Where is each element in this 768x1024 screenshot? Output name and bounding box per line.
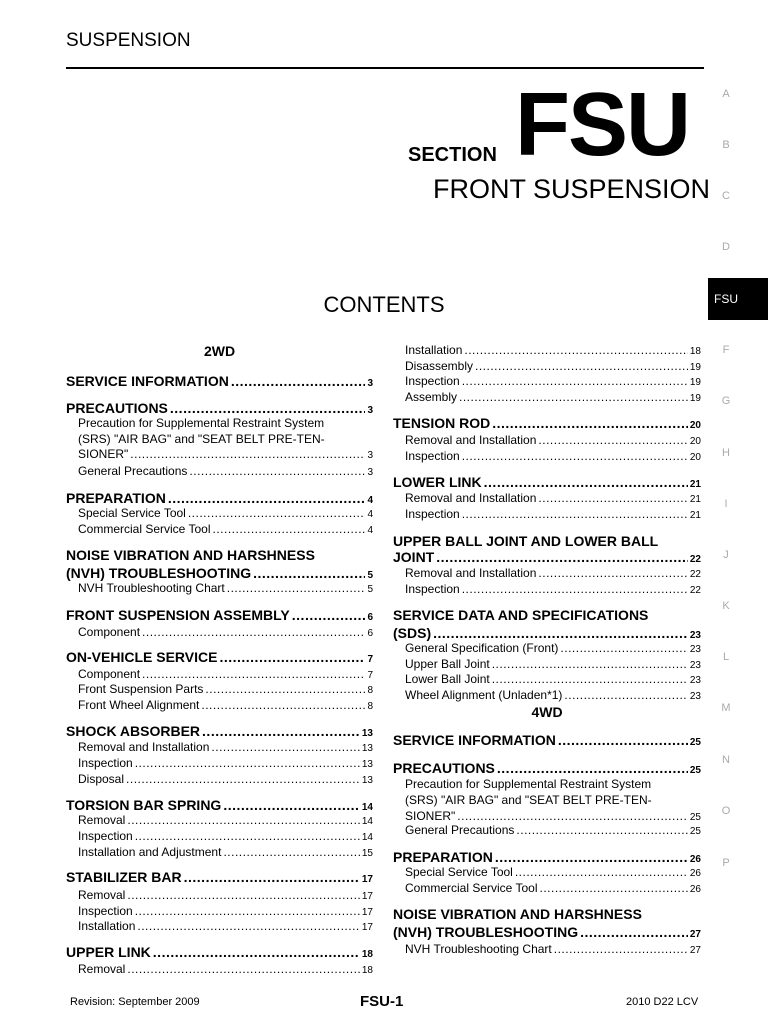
toc-page-number: 13: [361, 759, 373, 770]
toc-entry-label: Inspection: [405, 449, 460, 463]
toc-page-number: 25: [689, 765, 701, 776]
toc-page-number: 21: [689, 510, 701, 521]
side-index-letter[interactable]: D: [722, 241, 730, 253]
toc-section-entry[interactable]: [66, 490, 373, 506]
side-index-letter[interactable]: K: [722, 600, 730, 612]
footer-page-id: FSU-1: [360, 993, 404, 1010]
toc-leader-dots: [253, 565, 365, 581]
toc-leader-dots: [292, 607, 366, 623]
toc-subentry[interactable]: [66, 845, 373, 859]
toc-entry-label: Removal and Installation: [78, 740, 210, 754]
toc-leader-dots: [515, 865, 688, 879]
toc-page-number: 5: [367, 570, 373, 581]
toc-leader-dots: [538, 491, 687, 505]
toc-entry-label: General Precautions: [78, 464, 188, 478]
toc-entry-label: SERVICE INFORMATION: [393, 732, 556, 748]
toc-leader-dots: [170, 400, 366, 416]
toc-section-entry[interactable]: [393, 849, 701, 865]
toc-leader-dots: [127, 813, 360, 827]
toc-leader-dots: [223, 797, 360, 813]
toc-subentry[interactable]: [66, 756, 373, 770]
side-tab-active[interactable]: FSU: [708, 278, 768, 320]
toc-page-number: 18: [361, 949, 373, 960]
toc-page-number: 18: [361, 965, 373, 976]
toc-page-number: 20: [689, 452, 701, 463]
toc-leader-dots: [135, 829, 360, 843]
toc-page-number: 19: [689, 377, 701, 388]
toc-leader-dots: [130, 447, 365, 461]
toc-page-number: 6: [367, 628, 373, 639]
toc-page-number: 4: [367, 495, 373, 506]
toc-subentry[interactable]: [393, 865, 701, 879]
toc-subentry[interactable]: [66, 464, 373, 478]
toc-entry-label: Assembly: [405, 390, 458, 404]
toc-entry-label: Removal: [78, 888, 126, 902]
toc-leader-dots: [135, 756, 360, 770]
toc-subentry[interactable]: [66, 772, 373, 786]
toc-page-number: 23: [689, 644, 701, 655]
toc-leader-dots: [202, 723, 360, 739]
toc-page-number: 13: [361, 728, 373, 739]
toc-leader-dots: [457, 809, 688, 823]
toc-subentry[interactable]: [393, 672, 701, 686]
toc-leader-dots: [127, 888, 360, 902]
toc-leader-dots: [142, 667, 365, 681]
toc-subentry[interactable]: [66, 447, 373, 461]
toc-leader-dots: [462, 449, 688, 463]
toc-section-entry[interactable]: [66, 869, 373, 885]
side-index-letter[interactable]: B: [722, 139, 730, 151]
toc-entry-label: Inspection: [78, 756, 133, 770]
toc-subentry-line: Precaution for Supplemental Restraint System: [405, 777, 652, 791]
toc-entry-label: Inspection: [78, 829, 133, 843]
toc-leader-dots: [219, 649, 365, 665]
toc-section-entry[interactable]: [393, 732, 701, 748]
toc-page-number: 13: [361, 775, 373, 786]
footer-revision: Revision: September 2009: [70, 996, 200, 1008]
section-word: SECTION: [408, 144, 497, 166]
side-index-letter[interactable]: P: [722, 857, 730, 869]
toc-leader-dots: [560, 641, 687, 655]
toc-subentry[interactable]: [66, 740, 373, 754]
toc-section-entry[interactable]: [66, 607, 373, 623]
toc-page-number: 25: [689, 737, 701, 748]
toc-leader-dots: [184, 869, 360, 885]
toc-page-number: 17: [361, 907, 373, 918]
toc-section-line: SERVICE DATA AND SPECIFICATIONS: [393, 607, 649, 623]
toc-page-number: 23: [689, 675, 701, 686]
toc-leader-dots: [211, 740, 359, 754]
toc-leader-dots: [497, 760, 688, 776]
toc-leader-dots: [153, 944, 360, 960]
toc-subentry-line: (SRS) "AIR BAG" and "SEAT BELT PRE-TEN-: [78, 432, 325, 446]
toc-entry-label: Commercial Service Tool: [78, 522, 211, 536]
toc-leader-dots: [127, 962, 360, 976]
toc-subentry[interactable]: [393, 374, 701, 388]
toc-page-number: 21: [689, 494, 701, 505]
toc-entry-label: Disassembly: [405, 359, 474, 373]
toc-leader-dots: [538, 433, 687, 447]
toc-subentry[interactable]: [393, 657, 701, 671]
toc-entry-label: Commercial Service Tool: [405, 881, 538, 895]
toc-subentry[interactable]: [66, 919, 373, 933]
toc-entry-label: PREPARATION: [66, 490, 166, 506]
toc-section-entry[interactable]: [393, 625, 701, 641]
toc-section-entry[interactable]: [66, 723, 373, 739]
toc-page-number: 23: [689, 630, 701, 641]
toc-entry-label: Removal: [78, 813, 126, 827]
toc-page-number: 26: [689, 868, 701, 879]
toc-leader-dots: [462, 582, 688, 596]
toc-page-number: 3: [367, 467, 373, 478]
toc-entry-label: LOWER LINK: [393, 474, 482, 490]
toc-page-number: 27: [689, 929, 701, 940]
toc-entry-label: Component: [78, 625, 141, 639]
toc-section-entry[interactable]: [393, 924, 701, 940]
toc-subentry[interactable]: [393, 390, 701, 404]
toc-page-number: 8: [367, 685, 373, 696]
toc-section-entry[interactable]: [393, 415, 701, 431]
toc-page-number: 25: [689, 812, 701, 823]
toc-page-number: 26: [689, 854, 701, 865]
toc-entry-label: ON-VEHICLE SERVICE: [66, 649, 218, 665]
toc-section-entry[interactable]: [393, 549, 701, 565]
toc-entry-label: Upper Ball Joint: [405, 657, 490, 671]
toc-leader-dots: [213, 522, 366, 536]
toc-leader-dots: [223, 845, 359, 859]
toc-entry-label: Removal and Installation: [405, 566, 537, 580]
toc-subentry[interactable]: [393, 641, 701, 655]
toc-leader-dots: [436, 549, 688, 565]
toc-leader-dots: [492, 415, 688, 431]
toc-section-line: UPPER BALL JOINT AND LOWER BALL: [393, 533, 659, 549]
toc-entry-label: SIONER": [78, 447, 129, 461]
toc-entry-label: Special Service Tool: [405, 865, 513, 879]
toc-leader-dots: [188, 506, 366, 520]
toc-page-number: 20: [689, 420, 701, 431]
toc-subentry-line: Precaution for Supplemental Restraint System: [78, 416, 325, 430]
toc-leader-dots: [137, 919, 360, 933]
toc-page-number: 7: [367, 670, 373, 681]
toc-subentry[interactable]: [66, 904, 373, 918]
toc-page-number: 15: [361, 848, 373, 859]
toc-entry-label: PRECAUTIONS: [393, 760, 495, 776]
toc-section-entry[interactable]: [66, 944, 373, 960]
toc-leader-dots: [538, 566, 687, 580]
toc-leader-dots: [201, 698, 365, 712]
toc-section-entry[interactable]: [66, 400, 373, 416]
toc-subentry[interactable]: [66, 888, 373, 902]
toc-entry-label: General Precautions: [405, 823, 515, 837]
toc-page-number: 23: [689, 660, 701, 671]
section-code: FSU: [515, 75, 689, 175]
side-index-letter[interactable]: M: [721, 702, 731, 714]
toc-section-line: NOISE VIBRATION AND HARSHNESS: [66, 547, 315, 563]
toc-page-number: 5: [367, 584, 373, 595]
side-index-letter[interactable]: A: [722, 88, 730, 100]
toc-subentry[interactable]: [393, 433, 701, 447]
toc-page-number: 3: [367, 405, 373, 416]
toc-page-number: 17: [361, 891, 373, 902]
toc-entry-label: (NVH) TROUBLESHOOTING: [393, 924, 579, 940]
toc-page-number: 3: [367, 450, 373, 461]
toc-subentry[interactable]: [66, 581, 373, 595]
toc-entry-label: PRECAUTIONS: [66, 400, 168, 416]
toc-leader-dots: [459, 390, 688, 404]
toc-page-number: 7: [367, 654, 373, 665]
section-name: FRONT SUSPENSION: [433, 174, 711, 204]
toc-leader-dots: [492, 672, 688, 686]
toc-subentry[interactable]: [66, 829, 373, 843]
toc-page-number: 23: [689, 691, 701, 702]
toc-subentry[interactable]: [393, 823, 701, 837]
toc-subentry[interactable]: [393, 343, 701, 357]
toc-entry-label: Inspection: [405, 582, 460, 596]
toc-leader-dots: [189, 464, 365, 478]
toc-leader-dots: [495, 849, 688, 865]
toc-section-entry[interactable]: [66, 649, 373, 665]
toc-leader-dots: [492, 657, 688, 671]
toc-entry-label: FRONT SUSPENSION ASSEMBLY: [66, 607, 290, 623]
contents-title: CONTENTS: [323, 292, 445, 317]
toc-page-number: 20: [689, 436, 701, 447]
side-index-letter[interactable]: C: [722, 190, 730, 202]
header-title: SUSPENSION: [66, 30, 191, 51]
footer-model: 2010 D22 LCV: [626, 996, 699, 1008]
toc-entry-label: (SDS): [393, 625, 432, 641]
toc-subentry[interactable]: [66, 682, 373, 696]
toc-section-entry[interactable]: [66, 373, 373, 389]
toc-entry-label: Front Wheel Alignment: [78, 698, 200, 712]
toc-subentry[interactable]: [66, 506, 373, 520]
toc-page-number: 17: [361, 874, 373, 885]
toc-page-number: 22: [689, 554, 701, 565]
toc-subentry[interactable]: [393, 809, 701, 823]
toc-page-number: 27: [689, 945, 701, 956]
toc-entry-label: Inspection: [405, 507, 460, 521]
toc-page-number: 19: [689, 362, 701, 373]
toc-subentry[interactable]: [66, 698, 373, 712]
toc-entry-label: Removal and Installation: [405, 433, 537, 447]
toc-leader-dots: [462, 374, 688, 388]
toc-subentry-line: (SRS) "AIR BAG" and "SEAT BELT PRE-TEN-: [405, 793, 652, 807]
toc-subentry[interactable]: [393, 688, 701, 702]
side-index-letter[interactable]: H: [722, 447, 730, 459]
toc-leader-dots: [564, 688, 687, 702]
toc-subentry[interactable]: [393, 942, 701, 956]
toc-entry-label: Disposal: [78, 772, 125, 786]
toc-subentry[interactable]: [393, 491, 701, 505]
toc-leader-dots: [516, 823, 687, 837]
toc-page-number: 25: [689, 826, 701, 837]
toc-group-heading: 2WD: [203, 343, 236, 359]
toc-leader-dots: [142, 625, 365, 639]
toc-leader-dots: [484, 474, 688, 490]
side-index-letter[interactable]: L: [722, 651, 730, 663]
toc-leader-dots: [462, 507, 688, 521]
toc-leader-dots: [227, 581, 366, 595]
toc-entry-label: TORSION BAR SPRING: [66, 797, 222, 813]
toc-entry-label: Inspection: [78, 904, 133, 918]
toc-subentry[interactable]: [393, 359, 701, 373]
toc-entry-label: JOINT: [393, 549, 435, 565]
toc-leader-dots: [168, 490, 366, 506]
toc-entry-label: Lower Ball Joint: [405, 672, 490, 686]
toc-subentry[interactable]: [66, 625, 373, 639]
toc-entry-label: Installation: [78, 919, 136, 933]
toc-page-number: 26: [689, 884, 701, 895]
toc-entry-label: SIONER": [405, 809, 456, 823]
toc-leader-dots: [231, 373, 366, 389]
toc-subentry[interactable]: [66, 813, 373, 827]
toc-section-entry[interactable]: [66, 565, 373, 581]
toc-entry-label: SHOCK ABSORBER: [66, 723, 201, 739]
toc-entry-label: NVH Troubleshooting Chart: [78, 581, 225, 595]
toc-entry-label: Special Service Tool: [78, 506, 186, 520]
toc-leader-dots: [464, 343, 688, 357]
toc-page-number: 18: [689, 346, 701, 357]
toc-subentry[interactable]: [66, 522, 373, 536]
side-index-letter[interactable]: J: [723, 549, 729, 561]
toc-entry-label: (NVH) TROUBLESHOOTING: [66, 565, 252, 581]
toc-leader-dots: [580, 924, 688, 940]
toc-leader-dots: [554, 942, 688, 956]
toc-page-number: 21: [689, 479, 701, 490]
toc-entry-label: STABILIZER BAR: [66, 869, 182, 885]
toc-section-entry[interactable]: [393, 760, 701, 776]
toc-leader-dots: [540, 881, 688, 895]
toc-entry-label: SERVICE INFORMATION: [66, 373, 229, 389]
side-index-letter[interactable]: N: [722, 754, 730, 766]
toc-entry-label: Installation and Adjustment: [78, 845, 222, 859]
toc-page-number: 14: [361, 816, 373, 827]
toc-entry-label: UPPER LINK: [66, 944, 151, 960]
side-index-letter[interactable]: O: [721, 805, 731, 817]
toc-page-number: 17: [361, 922, 373, 933]
toc-page-number: 19: [689, 393, 701, 404]
side-index-letter[interactable]: G: [721, 395, 731, 407]
toc-leader-dots: [135, 904, 360, 918]
toc-page-number: 22: [689, 569, 701, 580]
toc-entry-label: Removal and Installation: [405, 491, 537, 505]
toc-entry-label: Front Suspension Parts: [78, 682, 204, 696]
toc-subentry[interactable]: [66, 962, 373, 976]
toc-entry-label: Removal: [78, 962, 126, 976]
toc-page-number: 6: [367, 612, 373, 623]
toc-group-heading: 4WD: [531, 704, 563, 720]
header-rule: [66, 67, 704, 69]
toc-entry-label: Component: [78, 667, 141, 681]
toc-page-number: 4: [367, 525, 373, 536]
toc-section-entry[interactable]: [66, 797, 373, 813]
toc-leader-dots: [126, 772, 360, 786]
toc-entry-label: TENSION ROD: [393, 415, 491, 431]
toc-subentry[interactable]: [393, 507, 701, 521]
toc-leader-dots: [475, 359, 688, 373]
side-index-letter[interactable]: I: [724, 498, 728, 510]
toc-page-number: 8: [367, 701, 373, 712]
toc-entry-label: General Specification (Front): [405, 641, 559, 655]
toc-section-entry[interactable]: [393, 474, 701, 490]
toc-page-number: 4: [367, 509, 373, 520]
toc-leader-dots: [433, 625, 688, 641]
toc-entry-label: PREPARATION: [393, 849, 493, 865]
side-index-letter[interactable]: F: [722, 344, 730, 356]
toc-leader-dots: [558, 732, 688, 748]
toc-page-number: 13: [361, 743, 373, 754]
toc-leader-dots: [205, 682, 365, 696]
toc-subentry[interactable]: [393, 582, 701, 596]
toc-entry-label: Inspection: [405, 374, 460, 388]
toc-page-number: 14: [361, 802, 373, 813]
toc-page-number: 22: [689, 585, 701, 596]
toc-subentry[interactable]: [393, 881, 701, 895]
toc-entry-label: Wheel Alignment (Unladen*1): [405, 688, 563, 702]
toc-entry-label: Installation: [405, 343, 463, 357]
toc-page-number: 14: [361, 832, 373, 843]
toc-section-line: NOISE VIBRATION AND HARSHNESS: [393, 906, 642, 922]
toc-page-number: 3: [367, 378, 373, 389]
toc-subentry[interactable]: [393, 449, 701, 463]
toc-entry-label: NVH Troubleshooting Chart: [405, 942, 552, 956]
toc-subentry[interactable]: [393, 566, 701, 580]
toc-subentry[interactable]: [66, 667, 373, 681]
